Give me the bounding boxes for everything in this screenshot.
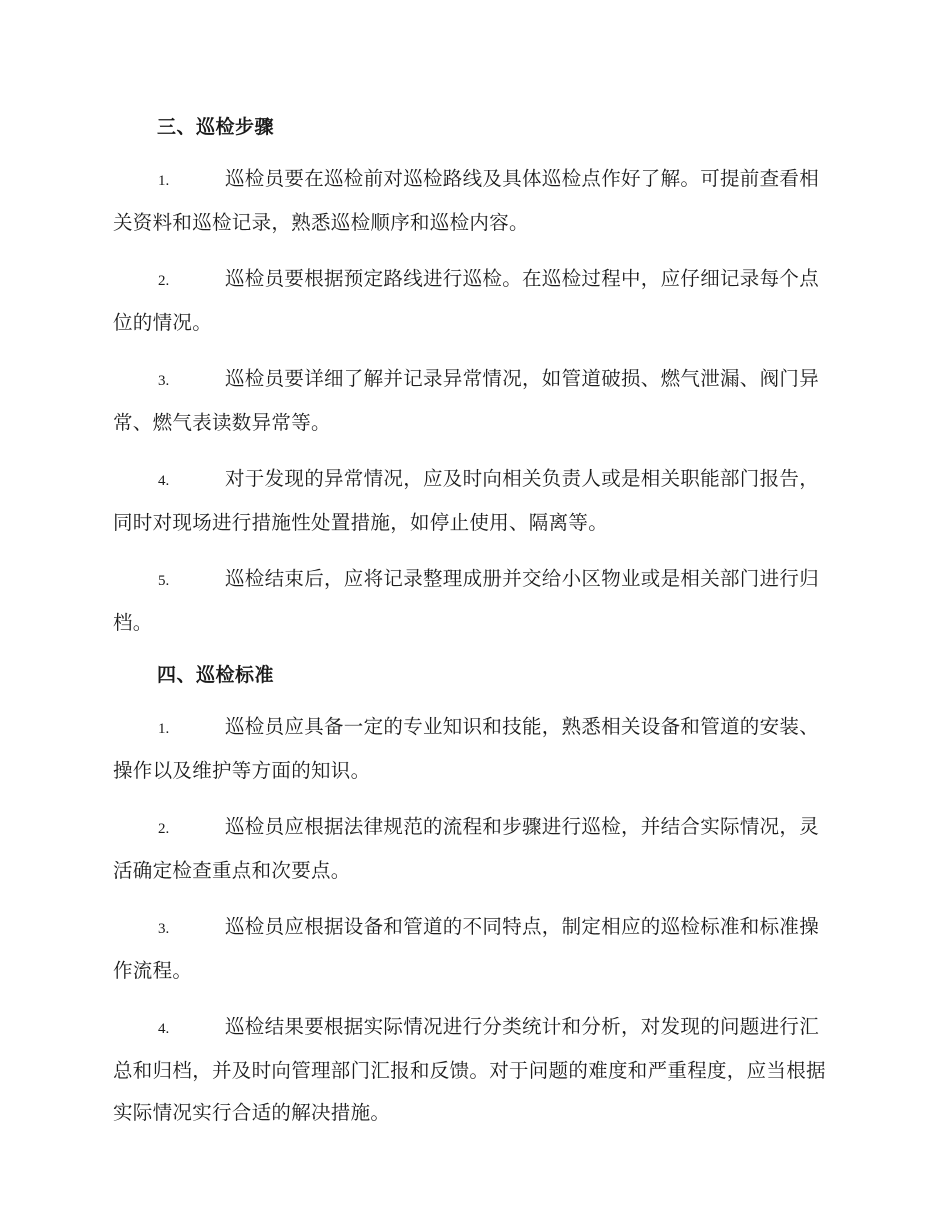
item-number: 3.	[158, 921, 170, 937]
item-number: 1.	[158, 173, 170, 189]
section-heading-steps: 三、巡检步骤	[157, 116, 275, 138]
list-item	[113, 706, 835, 792]
item-number: 2.	[158, 273, 170, 289]
item-text: 巡检员要根据预定路线进行巡检。在巡检过程中，应仔细记录每个点位的情况。	[113, 267, 820, 334]
item-text: 巡检结果要根据实际情况进行分类统计和分析，对发现的问题进行汇总和归档，并及时向管理部门汇报和反馈。对于问题的难度和严重程度，应当根据实际情况实行合适的解决措施。	[113, 1015, 826, 1124]
list-item	[113, 558, 835, 644]
document-body	[113, 110, 835, 1148]
item-text: 巡检员要在巡检前对巡检路线及具体巡检点作好了解。可提前查看相关资料和巡检记录，熟悉巡检顺序和巡检内容。	[113, 167, 820, 234]
item-number: 3.	[158, 373, 170, 389]
list-item	[113, 458, 835, 544]
item-number: 2.	[158, 821, 170, 837]
item-number: 4.	[158, 1021, 170, 1037]
item-text: 巡检员应具备一定的专业知识和技能，熟悉相关设备和管道的安装、操作以及维护等方面的知识。	[113, 715, 820, 782]
item-number: 1.	[158, 721, 170, 737]
item-number: 4.	[158, 473, 170, 489]
item-text: 巡检员应根据设备和管道的不同特点，制定相应的巡检标准和标准操作流程。	[113, 915, 820, 982]
item-number: 5.	[158, 573, 170, 589]
item-text: 对于发现的异常情况，应及时向相关负责人或是相关职能部门报告，同时对现场进行措施性处置措施，如停止使用、隔离等。	[113, 467, 820, 534]
list-item	[113, 806, 835, 892]
item-text: 巡检员应根据法律规范的流程和步骤进行巡检，并结合实际情况，灵活确定检查重点和次要点。	[113, 815, 820, 882]
item-text: 巡检结束后，应将记录整理成册并交给小区物业或是相关部门进行归档。	[113, 567, 820, 634]
item-text: 巡检员要详细了解并记录异常情况，如管道破损、燃气泄漏、阀门异常、燃气表读数异常等。	[113, 367, 820, 434]
section-heading-standards: 四、巡检标准	[157, 664, 275, 686]
list-item	[113, 158, 835, 244]
list-item	[113, 258, 835, 344]
list-item	[113, 906, 835, 992]
list-item	[113, 358, 835, 444]
list-item	[113, 1006, 835, 1134]
